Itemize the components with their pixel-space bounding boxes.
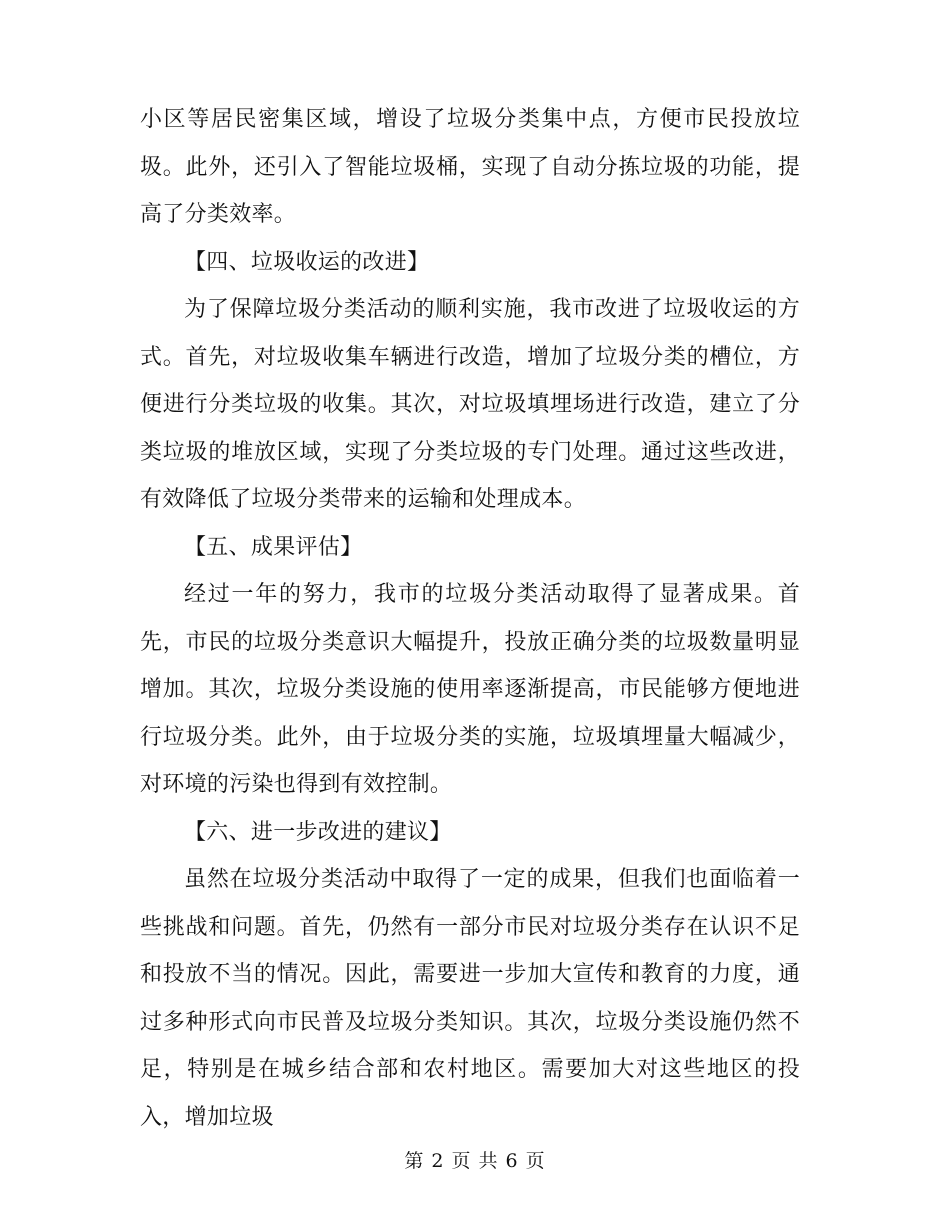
page-number-footer: 第 2 页 共 6 页 — [404, 1150, 546, 1172]
paragraph-collection-improvement: 为了保障垃圾分类活动的顺利实施，我市改进了垃圾收运的方式。首先，对垃圾收集车辆进行改造，增加了垃圾分类的槽位，方便进行分类垃圾的收集。其次，对垃圾填埋场进行改造，建立了分类垃圾的堆放区域，实现了分类垃圾的专门处理。通过这些改进，有效降低了垃圾分类带来的运输和处理成本。 — [140, 297, 800, 512]
document-body — [140, 96, 800, 1141]
section-heading-6: 【六、进一步改进的建议】 — [184, 819, 452, 845]
paragraph-results-evaluation: 经过一年的努力，我市的垃圾分类活动取得了显著成果。首先，市民的垃圾分类意识大幅提升，投放正确分类的垃圾数量明显增加。其次，垃圾分类设施的使用率逐渐提高，市民能够方便地进行垃圾分类。此外，由于垃圾分类的实施，垃圾填埋量大幅减少，对环境的污染也得到有效控制。 — [140, 582, 800, 797]
section-heading-5: 【五、成果评估】 — [184, 534, 363, 560]
paragraph-continuation: 小区等居民密集区域，增设了垃圾分类集中点，方便市民投放垃圾。此外，还引入了智能垃圾桶，实现了自动分拣垃圾的功能，提高了分类效率。 — [140, 107, 800, 227]
paragraph-suggestions: 虽然在垃圾分类活动中取得了一定的成果，但我们也面临着一些挑战和问题。首先，仍然有一部分市民对垃圾分类存在认识不足和投放不当的情况。因此，需要进一步加大宣传和教育的力度，通过多种形式向市民普及垃圾分类知识。其次，垃圾分类设施仍然不足，特别是在城乡结合部和农村地区。需要加大对这些地区的投入，增加垃圾 — [140, 867, 800, 1130]
section-heading-4: 【四、垃圾收运的改进】 — [184, 249, 430, 275]
